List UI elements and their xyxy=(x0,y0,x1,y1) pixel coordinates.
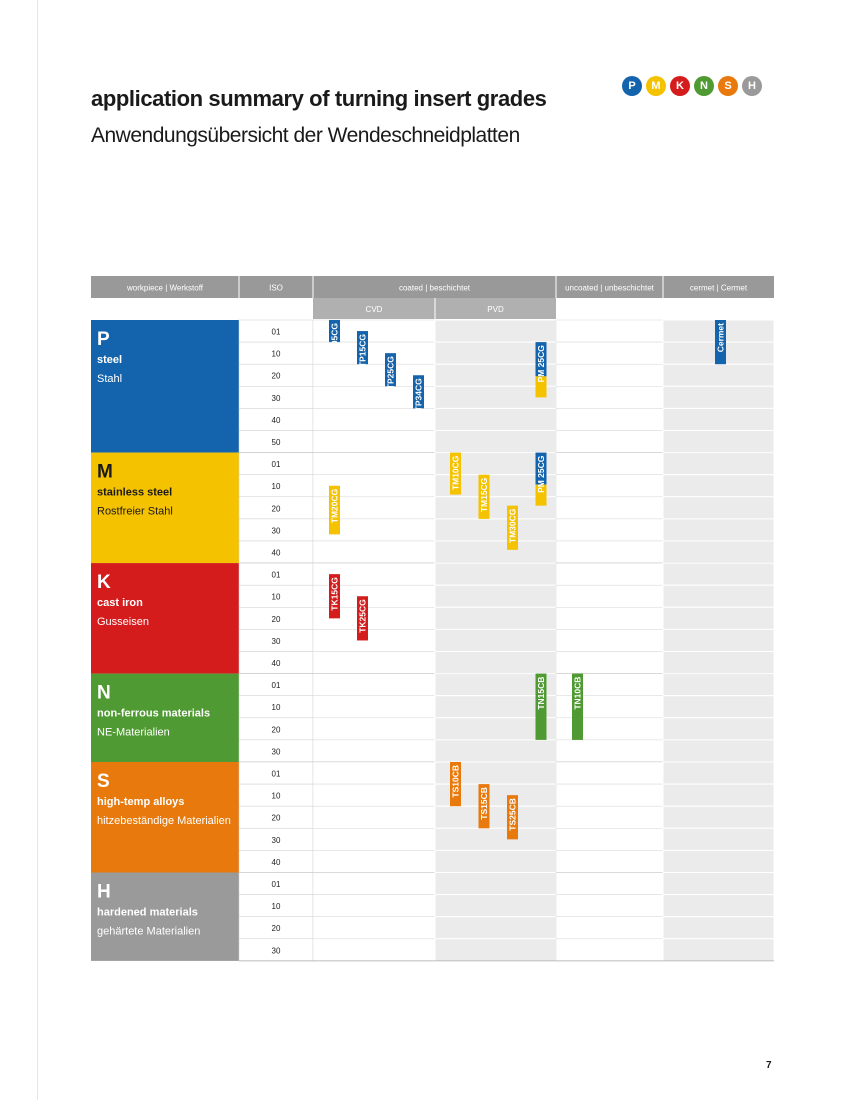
uncoated-cell xyxy=(556,320,663,342)
pvd-cell xyxy=(435,917,556,939)
pvd-cell xyxy=(435,320,556,342)
iso-value: 30 xyxy=(271,946,281,956)
header-uncoated: uncoated | unbeschichtet xyxy=(565,283,654,293)
uncoated-cell xyxy=(556,740,663,762)
cermet-cell xyxy=(663,585,774,607)
cermet-cell xyxy=(663,762,774,784)
page-subtitle: Anwendungsübersicht der Wendeschneidplatten xyxy=(91,124,520,147)
subheader-pvd: PVD xyxy=(487,305,504,314)
iso-value: 40 xyxy=(271,857,281,867)
grade-tk25cg-k xyxy=(357,596,368,640)
cermet-cell xyxy=(663,806,774,828)
group-name-m: stainless steel xyxy=(97,486,173,499)
iso-value: 20 xyxy=(271,504,281,514)
subheader-cvd: CVD xyxy=(365,305,383,314)
uncoated-cell xyxy=(556,939,663,961)
cermet-cell xyxy=(663,519,774,541)
grade-label: TS15CB xyxy=(479,787,489,820)
cermet-cell xyxy=(663,607,774,629)
cvd-cell xyxy=(313,652,435,674)
group-name-de-n: NE-Materialien xyxy=(97,726,170,739)
uncoated-cell xyxy=(556,784,663,806)
uncoated-cell xyxy=(556,585,663,607)
iso-value: 20 xyxy=(271,725,281,735)
cvd-cell xyxy=(313,453,435,475)
cermet-cell xyxy=(663,541,774,563)
header-iso: ISO xyxy=(269,283,283,293)
grade-ts10cb-s xyxy=(450,762,461,806)
grade-tn15cb-n xyxy=(536,674,547,740)
group-name-de-h: gehärtete Materialien xyxy=(97,925,201,938)
cermet-cell xyxy=(663,408,774,430)
cermet-cell xyxy=(663,475,774,497)
pvd-cell xyxy=(435,740,556,762)
iso-value: 01 xyxy=(271,769,281,779)
pvd-cell xyxy=(435,431,556,453)
cvd-cell xyxy=(313,873,435,895)
uncoated-cell xyxy=(556,563,663,585)
cvd-cell xyxy=(313,939,435,961)
cvd-cell xyxy=(313,629,435,651)
group-name-p: steel xyxy=(97,354,123,366)
group-letter-s: S xyxy=(97,771,110,792)
pvd-cell xyxy=(435,629,556,651)
cvd-cell xyxy=(313,431,435,453)
uncoated-cell xyxy=(556,629,663,651)
pvd-cell xyxy=(435,585,556,607)
group-name-h: hardened materials xyxy=(97,906,198,919)
grade-tk15cg-k xyxy=(329,574,340,618)
grade-label: TN10CB xyxy=(572,676,583,710)
uncoated-cell xyxy=(556,497,663,519)
cermet-cell xyxy=(663,674,774,696)
grade-label: TM15CG xyxy=(479,477,489,513)
uncoated-cell xyxy=(556,408,663,430)
badge-h: H xyxy=(742,76,762,96)
grade-tp34cg-p xyxy=(413,375,424,411)
pvd-cell xyxy=(435,873,556,895)
cermet-cell xyxy=(663,917,774,939)
grade-tm15cg-m xyxy=(479,475,490,519)
grade-label: TP05CG xyxy=(329,323,340,357)
pvd-cell xyxy=(435,541,556,563)
iso-value: 20 xyxy=(271,371,281,381)
cermet-cell xyxy=(663,364,774,386)
iso-value: 10 xyxy=(271,902,281,912)
grade-pm25cg-m xyxy=(536,453,547,506)
cermet-cell xyxy=(663,740,774,762)
uncoated-cell xyxy=(556,453,663,475)
grade-ts25cb-s xyxy=(507,795,518,839)
uncoated-cell xyxy=(556,364,663,386)
grade-tp25cg-p xyxy=(385,353,396,389)
uncoated-cell xyxy=(556,386,663,408)
uncoated-cell xyxy=(556,806,663,828)
cvd-cell xyxy=(313,718,435,740)
badge-m: M xyxy=(646,76,666,96)
cermet-cell xyxy=(663,895,774,917)
group-letter-k: K xyxy=(97,572,111,594)
grade-label: PM 25CG xyxy=(536,455,546,493)
cermet-cell xyxy=(663,431,774,453)
cermet-cell xyxy=(663,828,774,850)
uncoated-cell xyxy=(556,917,663,939)
uncoated-cell xyxy=(556,475,663,497)
cvd-cell xyxy=(313,541,435,563)
group-letter-m: M xyxy=(97,461,113,483)
uncoated-cell xyxy=(556,652,663,674)
grade-label: TP15CG xyxy=(357,334,368,368)
uncoated-cell xyxy=(556,895,663,917)
iso-value: 01 xyxy=(271,570,281,580)
cermet-cell xyxy=(663,696,774,718)
header-coated: coated | beschichtet xyxy=(398,283,471,293)
iso-value: 30 xyxy=(271,747,281,757)
group-block-p xyxy=(91,320,239,453)
uncoated-cell xyxy=(556,342,663,364)
cermet-cell xyxy=(663,629,774,651)
uncoated-cell xyxy=(556,431,663,453)
iso-value: 20 xyxy=(271,614,281,624)
iso-value: 30 xyxy=(271,835,281,845)
pvd-cell xyxy=(435,563,556,585)
badge-n: N xyxy=(694,76,714,96)
grade-label: TM10CG xyxy=(450,455,461,491)
grade-tm30cg-m xyxy=(507,506,518,550)
pvd-cell xyxy=(435,408,556,430)
pvd-cell xyxy=(435,519,556,541)
grade-tn10cb-n xyxy=(572,674,583,740)
group-name-n: non-ferrous materials xyxy=(97,707,211,720)
iso-value: 40 xyxy=(271,659,281,668)
uncoated-cell xyxy=(556,850,663,872)
uncoated-cell xyxy=(556,541,663,563)
cermet-cell xyxy=(663,939,774,961)
uncoated-cell xyxy=(556,762,663,784)
iso-value: 10 xyxy=(271,482,281,492)
iso-value: 50 xyxy=(271,438,281,447)
grade-label: TM20CG xyxy=(329,488,340,524)
badge-k: K xyxy=(670,76,690,96)
group-name-k: cast iron xyxy=(97,597,143,610)
iso-value: 40 xyxy=(271,548,281,558)
uncoated-cell xyxy=(556,519,663,541)
page-title: application summary of turning insert grades xyxy=(91,86,547,111)
iso-value: 30 xyxy=(271,393,281,403)
pvd-cell xyxy=(435,939,556,961)
uncoated-cell xyxy=(556,607,663,629)
pvd-cell xyxy=(435,828,556,850)
cvd-cell xyxy=(313,850,435,872)
badge-p: P xyxy=(622,76,642,96)
group-name-s: high-temp alloys xyxy=(97,796,185,808)
grade-label: PM 25CG xyxy=(536,345,546,383)
iso-value: 01 xyxy=(271,880,281,889)
grade-label: TS10CB xyxy=(450,765,461,798)
cvd-cell xyxy=(313,828,435,850)
iso-value: 30 xyxy=(271,526,281,536)
grade-ts15cb-s xyxy=(479,784,490,828)
grade-pm25cg-p xyxy=(536,342,547,397)
group-name-de-p: Stahl xyxy=(97,373,123,385)
grade-tp05cg-p xyxy=(329,320,340,356)
iso-value: 01 xyxy=(271,681,281,691)
iso-value: 10 xyxy=(271,349,281,359)
pvd-cell xyxy=(435,652,556,674)
cermet-cell xyxy=(663,563,774,585)
grade-label: TP34CG xyxy=(413,378,424,412)
iso-value: 30 xyxy=(271,636,281,646)
iso-value: 40 xyxy=(271,415,281,425)
uncoated-cell xyxy=(556,873,663,895)
group-name-de-s: hitzebeständige Materialien xyxy=(97,815,231,827)
iso-value: 01 xyxy=(271,327,281,337)
cvd-cell xyxy=(313,696,435,718)
pvd-cell xyxy=(435,806,556,828)
grade-label: TN15CB xyxy=(536,676,546,710)
cermet-cell xyxy=(663,718,774,740)
cvd-cell xyxy=(313,895,435,917)
group-letter-h: H xyxy=(97,881,111,903)
header-cermet: cermet | Cermet xyxy=(689,283,748,293)
cvd-cell xyxy=(313,917,435,939)
iso-value: 10 xyxy=(271,791,281,801)
grade-tm10cg-m xyxy=(450,453,461,495)
iso-value: 10 xyxy=(271,703,281,713)
group-letter-n: N xyxy=(97,682,111,704)
cvd-cell xyxy=(313,784,435,806)
cvd-cell xyxy=(313,740,435,762)
grade-label: TM30CG xyxy=(507,508,518,544)
grade-label: TK15CG xyxy=(329,577,340,611)
grade-tm20cg-m xyxy=(329,486,340,535)
iso-value: 20 xyxy=(271,924,281,934)
cvd-cell xyxy=(313,762,435,784)
group-letter-p: P xyxy=(97,329,110,350)
cermet-cell xyxy=(663,497,774,519)
iso-value: 10 xyxy=(271,592,281,602)
cvd-cell xyxy=(313,674,435,696)
grade-cermet-p xyxy=(715,320,726,364)
cvd-cell xyxy=(313,806,435,828)
iso-value: 01 xyxy=(271,460,281,470)
pvd-cell xyxy=(435,895,556,917)
pvd-cell xyxy=(435,850,556,872)
grade-label: TS25CB xyxy=(507,798,518,831)
grade-tp15cg-p xyxy=(357,331,368,367)
header-workpiece: workpiece | Werkstoff xyxy=(126,283,204,293)
cermet-cell xyxy=(663,386,774,408)
badge-s: S xyxy=(718,76,738,96)
cermet-cell xyxy=(663,453,774,475)
page-number: 7 xyxy=(766,1060,772,1071)
cermet-cell xyxy=(663,652,774,674)
cermet-cell xyxy=(663,873,774,895)
grade-label: TK25CG xyxy=(357,599,368,633)
iso-value: 20 xyxy=(271,813,281,823)
uncoated-cell xyxy=(556,828,663,850)
cermet-cell xyxy=(663,850,774,872)
grade-label: TP25CG xyxy=(385,356,396,390)
cermet-cell xyxy=(663,784,774,806)
group-name-de-k: Gusseisen xyxy=(97,616,149,629)
grade-label: Cermet xyxy=(715,323,726,353)
pvd-cell xyxy=(435,607,556,629)
group-name-de-m: Rostfreier Stahl xyxy=(97,505,173,518)
